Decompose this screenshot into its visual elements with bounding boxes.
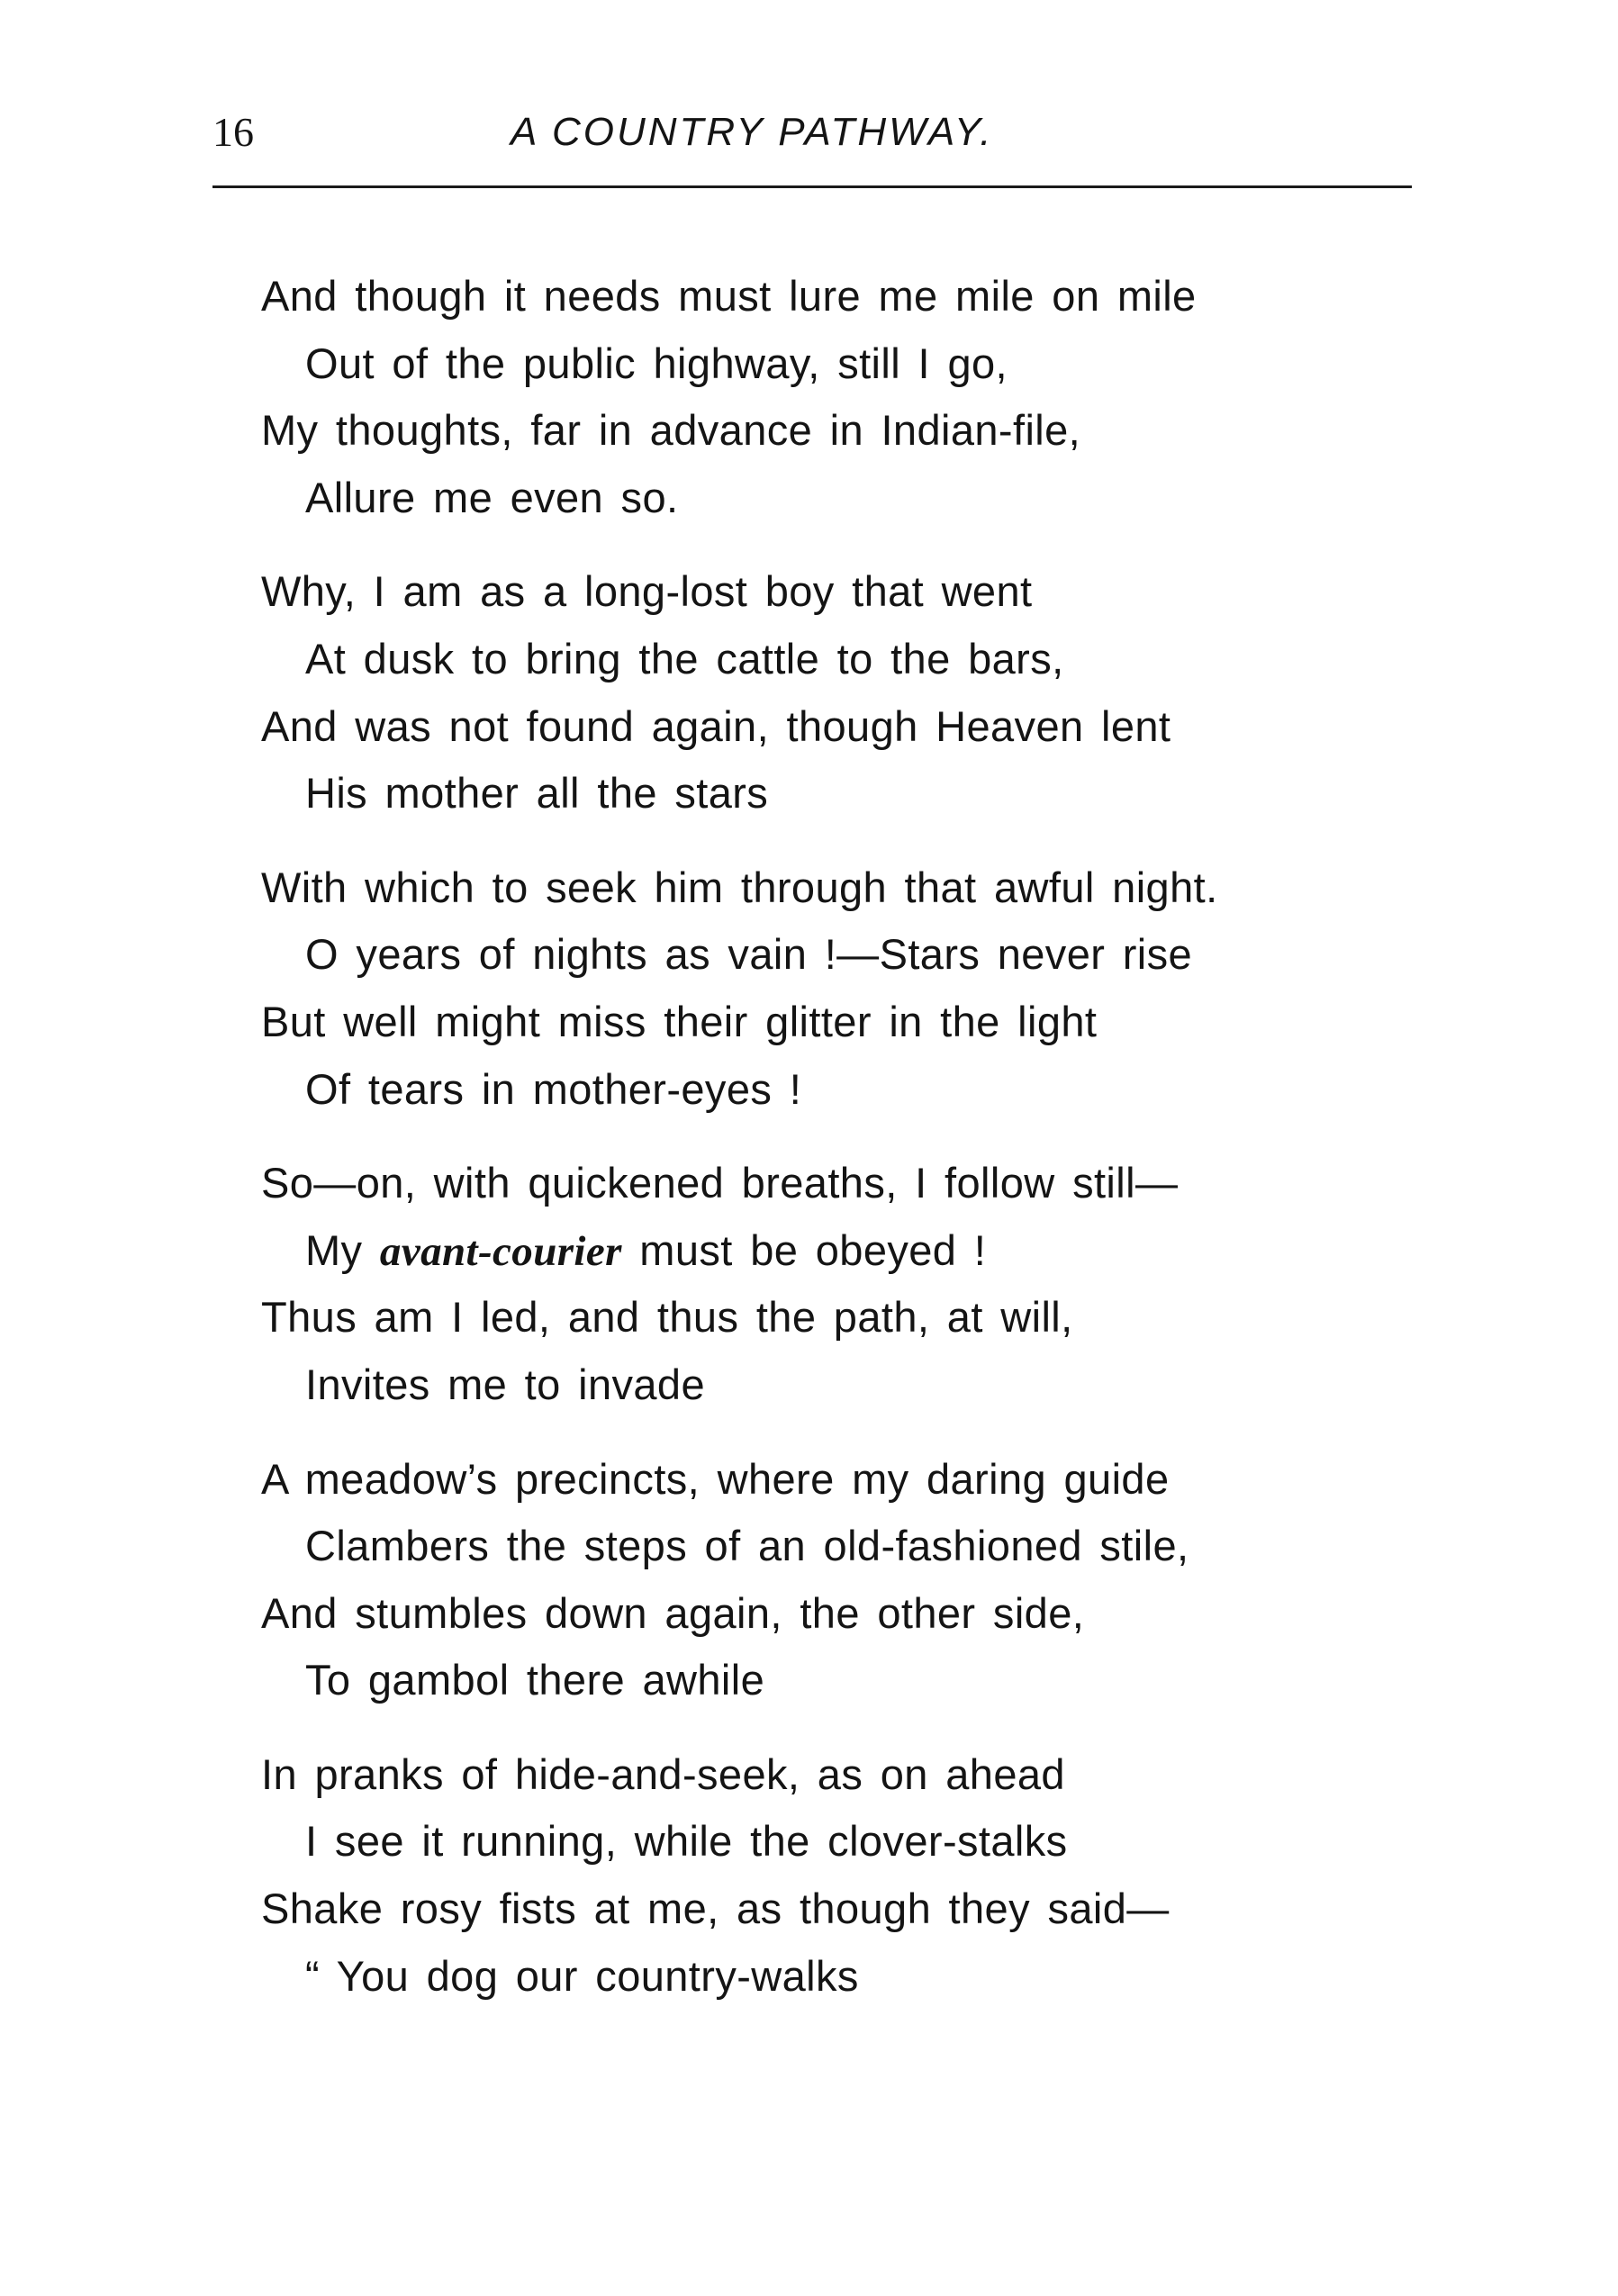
poem-line: In pranks of hide-and-seek, as on ahead bbox=[261, 1749, 1065, 1798]
poem-line: “ You dog our country-walks bbox=[305, 1951, 859, 2000]
poem-line: O years of nights as vain !—Stars never rise bbox=[305, 930, 1193, 979]
poem-line: I see it running, while the clover-stalks bbox=[305, 1817, 1068, 1866]
poem-line: But well might miss their glitter in the light bbox=[261, 997, 1098, 1045]
poem-line: Shake rosy fists at me, as though they said— bbox=[261, 1885, 1170, 1933]
poem-line-with-emphasis bbox=[261, 1217, 1432, 1285]
poem-line: With which to seek him through that awful night. bbox=[261, 863, 1218, 911]
page-header bbox=[212, 101, 1412, 164]
poem-line: And though it needs must lure me mile on mile bbox=[261, 272, 1197, 320]
poem-line: My thoughts, far in advance in Indian-file, bbox=[261, 406, 1081, 455]
header-rule bbox=[212, 185, 1412, 188]
poem-line: His mother all the stars bbox=[305, 769, 769, 818]
poem-line: Why, I am as a long-lost boy that went bbox=[261, 567, 1033, 616]
line-text-after: must be obeyed ! bbox=[621, 1225, 987, 1274]
poem-line: And was not found again, though Heaven lent bbox=[261, 701, 1171, 750]
poem-line: And stumbles down again, the other side, bbox=[261, 1588, 1085, 1637]
poem-line: At dusk to bring the cattle to the bars, bbox=[305, 634, 1064, 682]
page-number: 16 bbox=[212, 109, 254, 155]
poem-body bbox=[261, 263, 1432, 2037]
poem-line: Thus am I led, and thus the path, at will, bbox=[261, 1293, 1073, 1342]
stanza-3 bbox=[261, 854, 1432, 1123]
poem-line: Allure me even so. bbox=[305, 473, 679, 521]
stanza-2 bbox=[261, 558, 1432, 827]
poem-line: Clambers the steps of an old-fashioned stile, bbox=[305, 1522, 1189, 1570]
stanza-6 bbox=[261, 1741, 1432, 2010]
stanza-1 bbox=[261, 263, 1432, 531]
stanza-4 bbox=[261, 1150, 1432, 1418]
running-title: A COUNTRY PATHWAY. bbox=[511, 110, 994, 154]
poem-line: A meadow’s precincts, where my daring guide bbox=[261, 1454, 1170, 1503]
poem-line: To gambol there awhile bbox=[305, 1656, 765, 1704]
emphasized-phrase: avant-courier bbox=[379, 1227, 622, 1275]
poem-line: Invites me to invade bbox=[305, 1360, 705, 1408]
poem-line: Out of the public highway, still I go, bbox=[305, 339, 1008, 387]
poem-line: Of tears in mother-eyes ! bbox=[305, 1064, 802, 1113]
poem-line: So—on, with quickened breaths, I follow still— bbox=[261, 1159, 1179, 1207]
line-text-before: My bbox=[305, 1225, 380, 1274]
stanza-5 bbox=[261, 1446, 1432, 1714]
